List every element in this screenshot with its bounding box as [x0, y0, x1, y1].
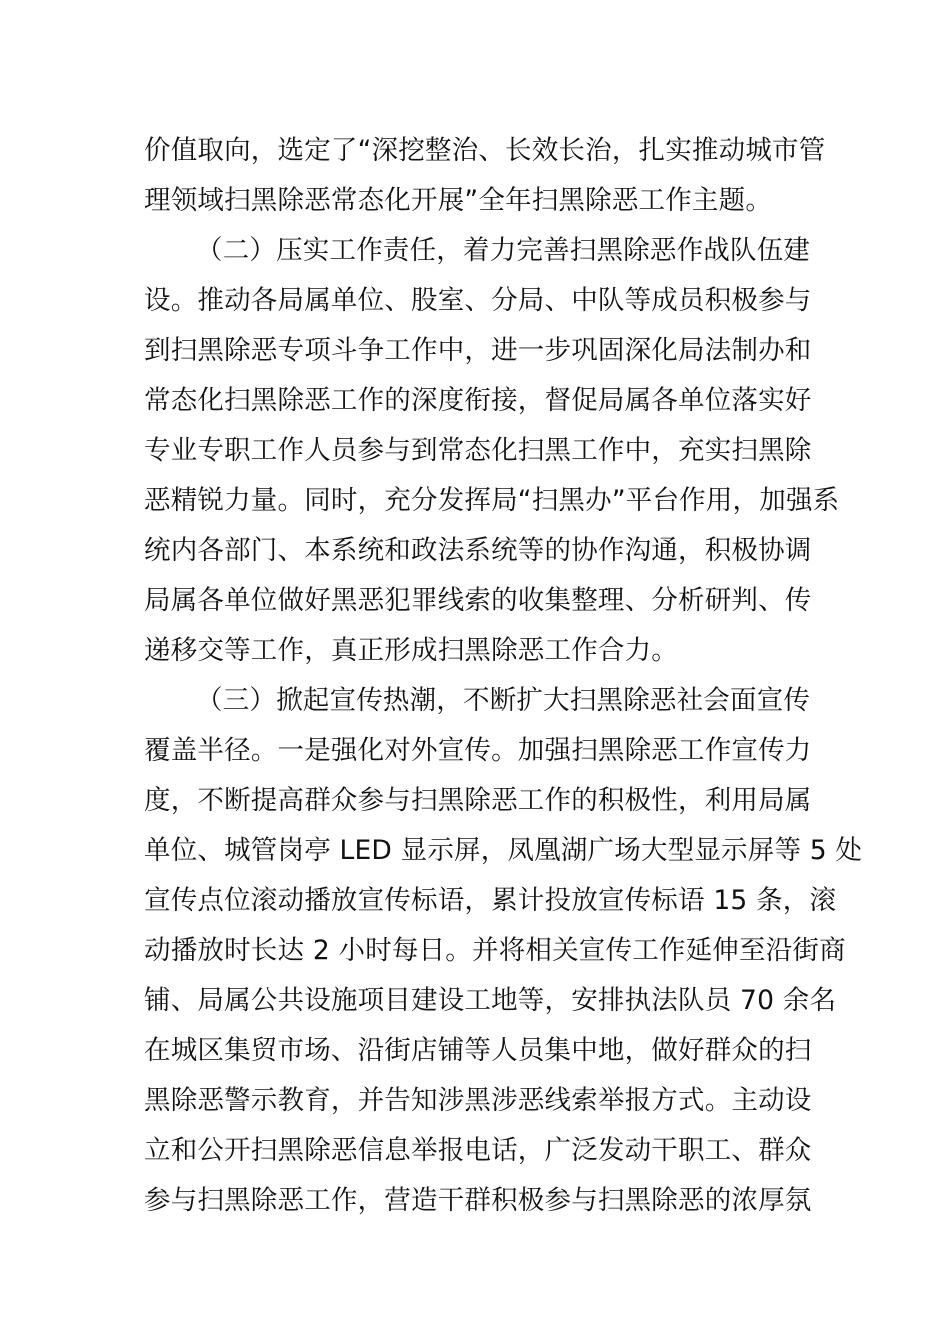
section-heading-3: （三）掀起宣传热潮，不断扩大扫黑除恶社会面宣传 [196, 685, 811, 716]
body-text-line: 铺、局属公共设施项目建设工地等，安排执法队员 70 余名 [144, 985, 837, 1016]
body-text-line: 度，不断提高群众参与扫黑除恶工作的积极性，利用局属 [144, 785, 812, 816]
body-text-line: 统内各部门、本系统和政法系统等的协作沟通，积极协调 [144, 535, 812, 566]
body-text-line: 常态化扫黑除恶工作的深度衔接，督促局属各单位落实好 [144, 385, 812, 416]
body-text-line: 理领域扫黑除恶常态化开展”全年扫黑除恶工作主题。 [144, 185, 773, 216]
body-text-line: 宣传点位滚动播放宣传标语，累计投放宣传标语 15 条，滚 [144, 885, 837, 916]
body-text-line: 覆盖半径。一是强化对外宣传。加强扫黑除恶工作宣传力 [144, 735, 812, 766]
body-text-line: 局属各单位做好黑恶犯罪线索的收集整理、分析研判、传 [144, 585, 812, 616]
section-heading-2: （二）压实工作责任，着力完善扫黑除恶作战队伍建 [196, 235, 811, 266]
body-text-line: 参与扫黑除恶工作，营造干群积极参与扫黑除恶的浓厚氛 [144, 1185, 812, 1216]
body-text-line: 到扫黑除恶专项斗争工作中，进一步巩固深化局法制办和 [144, 335, 812, 366]
body-text-line: 价值取向，选定了“深挖整治、长效长治，扎实推动城市管 [144, 135, 826, 166]
body-text-line: 单位、城管岗亭 LED 显示屏，凤凰湖广场大型显示屏等 5 处 [144, 835, 863, 866]
body-text-line: 恶精锐力量。同时，充分发挥局“扫黑办”平台作用，加强系 [144, 485, 840, 516]
body-text-line: 动播放时长达 2 小时每日。并将相关宣传工作延伸至沿街商 [144, 935, 846, 966]
body-text-line: 设。推动各局属单位、股室、分局、中队等成员积极参与 [144, 285, 812, 316]
body-text-line: 递移交等工作，真正形成扫黑除恶工作合力。 [144, 635, 678, 666]
body-text-line: 在城区集贸市场、沿街店铺等人员集中地，做好群众的扫 [144, 1035, 812, 1066]
body-text-line: 专业专职工作人员参与到常态化扫黑工作中，充实扫黑除 [144, 435, 812, 466]
body-text-line: 立和公开扫黑除恶信息举报电话，广泛发动干职工、群众 [144, 1135, 812, 1166]
body-text-line: 黑除恶警示教育，并告知涉黑涉恶线索举报方式。主动设 [144, 1085, 812, 1116]
